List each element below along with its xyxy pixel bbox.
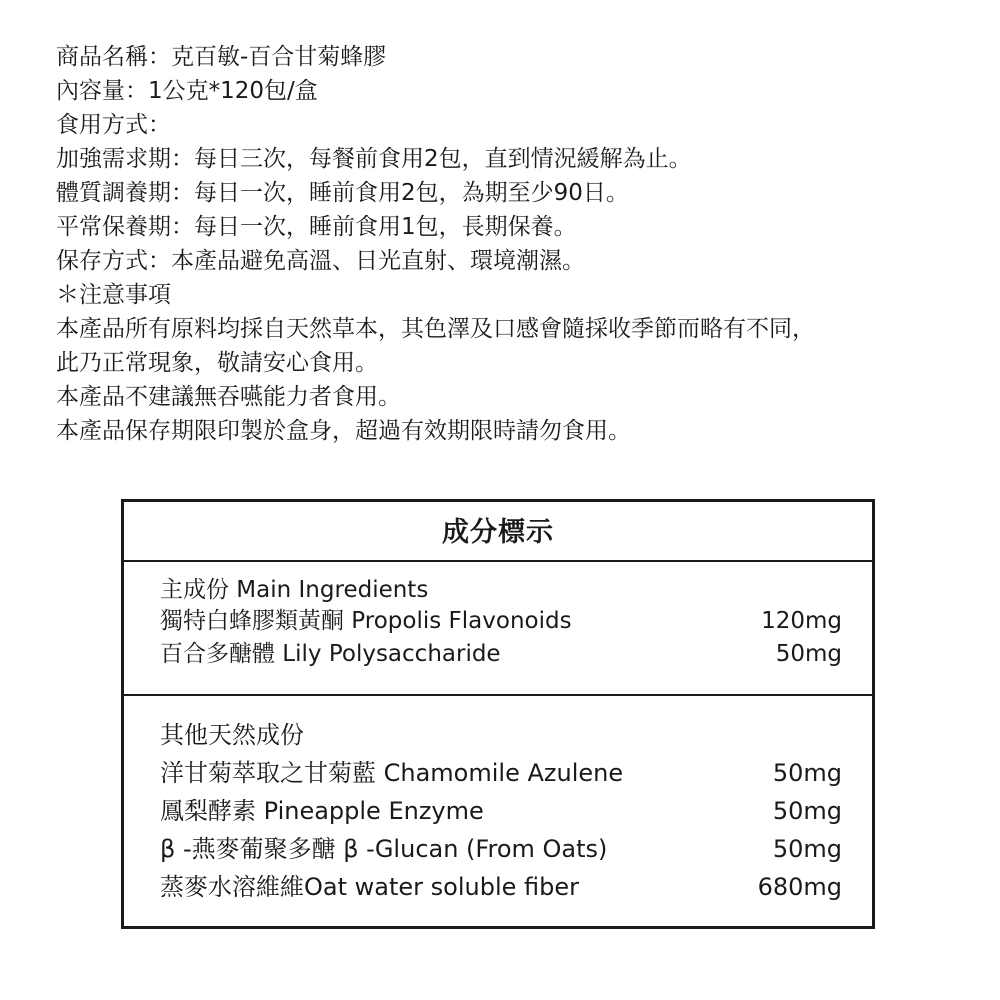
main-ingredients-section: [124, 562, 872, 696]
ingredient-row: [160, 868, 842, 906]
ingredient-amount: 50mg: [775, 641, 842, 667]
notice-line: 本產品所有原料均採自天然草本，其色澤及口感會隨採收季節而略有不同，: [56, 316, 815, 342]
product-name-line: 商品名稱：克百敏-百合甘菊蜂膠: [56, 44, 387, 70]
ingredient-name: 鳳梨酵素 Pineapple Enzyme: [160, 797, 484, 825]
ingredients-table: [121, 499, 875, 929]
usage-maintenance-line: 平常保養期：每日一次，睡前食用1包，長期保養。: [56, 214, 577, 240]
notice-heading: ＊注意事項: [56, 282, 171, 308]
other-ingredients-section: [124, 696, 872, 906]
ingredient-row: [160, 830, 842, 868]
net-content-line: 內容量：1公克*120包/盒: [56, 78, 318, 104]
product-info: [56, 40, 976, 448]
ingredient-name: 百合多醣體 Lily Polysaccharide: [160, 641, 501, 667]
ingredient-amount: 50mg: [772, 835, 842, 863]
notice-line: 本產品不建議無吞嚥能力者食用。: [56, 384, 401, 410]
ingredient-amount: 680mg: [757, 873, 842, 901]
ingredient-name: β -燕麥葡聚多醣 β -Glucan (From Oats): [160, 835, 608, 863]
ingredient-row: [160, 638, 842, 671]
ingredient-amount: 120mg: [761, 608, 842, 634]
usage-intensive-line: 加強需求期：每日三次，每餐前食用2包，直到情況緩解為止。: [56, 146, 692, 172]
ingredient-name: 蒸麥水溶維維Oat water soluble fiber: [160, 873, 579, 901]
notice-line: 此乃正常現象，敬請安心食用。: [56, 350, 378, 376]
other-ingredients-heading: 其他天然成份: [160, 721, 304, 749]
ingredient-row: [160, 792, 842, 830]
storage-line: 保存方式：本產品避免高溫、日光直射、環境潮濕。: [56, 248, 585, 274]
notice-line: 本產品保存期限印製於盒身，超過有效期限時請勿食用。: [56, 418, 631, 444]
ingredient-amount: 50mg: [772, 797, 842, 825]
ingredients-title: 成分標示: [124, 502, 872, 562]
ingredient-row: [160, 754, 842, 792]
ingredient-row: [160, 605, 842, 638]
ingredient-amount: 50mg: [772, 759, 842, 787]
main-ingredients-heading: 主成份 Main Ingredients: [160, 577, 429, 603]
ingredient-name: 獨特白蜂膠類黃酮 Propolis Flavonoids: [160, 608, 572, 634]
ingredient-name: 洋甘菊萃取之甘菊藍 Chamomile Azulene: [160, 759, 624, 787]
usage-conditioning-line: 體質調養期：每日一次，睡前食用2包，為期至少90日。: [56, 180, 629, 206]
usage-heading: 食用方式：: [56, 112, 171, 138]
